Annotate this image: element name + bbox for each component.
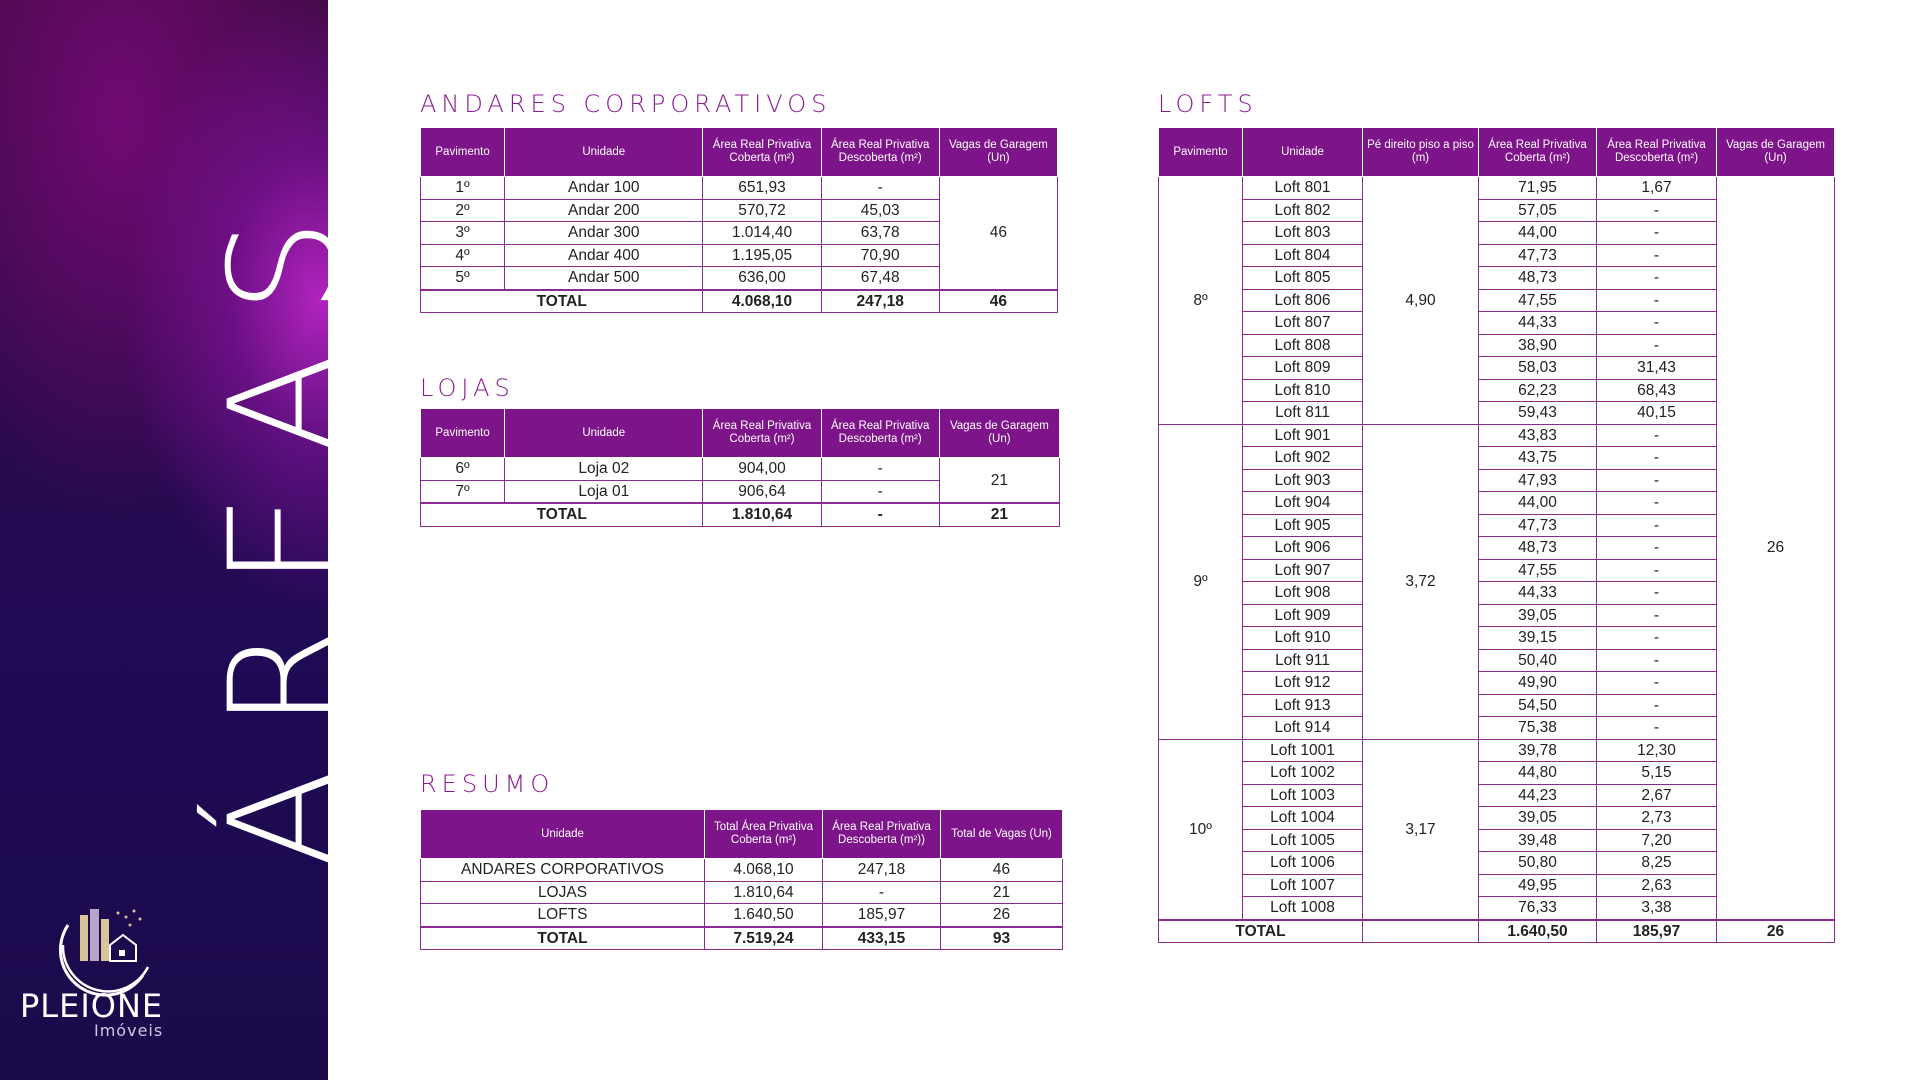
unidade-cell: Loft 1005 xyxy=(1243,829,1363,852)
unidade-cell: Loft 1006 xyxy=(1243,852,1363,875)
coberta-cell: 43,75 xyxy=(1479,447,1597,470)
header-unidade: Unidade xyxy=(505,409,703,458)
descoberta-cell: - xyxy=(1597,267,1717,290)
unidade-cell: Loft 1001 xyxy=(1243,739,1363,762)
pe-direito-cell: 3,72 xyxy=(1363,424,1479,739)
coberta-cell: 904,00 xyxy=(703,458,821,481)
coberta-cell: 47,73 xyxy=(1479,244,1597,267)
unidade-cell: LOJAS xyxy=(421,881,705,904)
lofts-header-row xyxy=(1159,128,1835,177)
descoberta-cell: - xyxy=(1597,289,1717,312)
vagas-cell: 46 xyxy=(941,859,1063,882)
total-descoberta: 433,15 xyxy=(823,927,941,950)
pavimento-cell: 10º xyxy=(1159,739,1243,920)
vagas-cell: 46 xyxy=(939,177,1057,290)
descoberta-cell: - xyxy=(1597,469,1717,492)
unidade-cell: Loft 1007 xyxy=(1243,874,1363,897)
descoberta-cell: 247,18 xyxy=(823,859,941,882)
coberta-cell: 1.640,50 xyxy=(705,904,823,927)
pe-direito-cell: 3,17 xyxy=(1363,739,1479,920)
table-row xyxy=(421,177,1058,200)
unidade-cell: Loft 903 xyxy=(1243,469,1363,492)
pavimento-cell: 3º xyxy=(421,222,505,245)
header-pe-direito: Pé direito piso a piso (m) xyxy=(1363,128,1479,177)
unidade-cell: Loft 806 xyxy=(1243,289,1363,312)
coberta-cell: 651,93 xyxy=(703,177,821,200)
pavimento-cell: 1º xyxy=(421,177,505,200)
total-row xyxy=(421,290,1058,313)
descoberta-cell: 1,67 xyxy=(1597,177,1717,200)
unidade-cell: Loft 911 xyxy=(1243,649,1363,672)
header-pavimento: Pavimento xyxy=(421,409,505,458)
logo-name: PLEIONE xyxy=(20,987,164,1025)
unidade-cell: Loft 907 xyxy=(1243,559,1363,582)
header-area-coberta: Área Real Privativa Coberta (m²) xyxy=(703,128,821,177)
header-area-descoberta: Área Real Privativa Descoberta (m²) xyxy=(821,128,939,177)
descoberta-cell: - xyxy=(1597,222,1717,245)
lofts-title: LOFTS xyxy=(1158,90,1258,118)
coberta-cell: 39,48 xyxy=(1479,829,1597,852)
table-row xyxy=(421,881,1063,904)
page-title: ÁREAS xyxy=(198,180,372,870)
descoberta-cell: - xyxy=(1597,199,1717,222)
descoberta-cell: - xyxy=(1597,604,1717,627)
unidade-cell: Andar 300 xyxy=(505,222,703,245)
andares-title: ANDARES CORPORATIVOS xyxy=(420,90,832,118)
coberta-cell: 48,73 xyxy=(1479,267,1597,290)
coberta-cell: 71,95 xyxy=(1479,177,1597,200)
descoberta-cell: 12,30 xyxy=(1597,739,1717,762)
coberta-cell: 54,50 xyxy=(1479,694,1597,717)
header-vagas: Vagas de Garagem (Un) xyxy=(939,409,1059,458)
coberta-cell: 38,90 xyxy=(1479,334,1597,357)
header-vagas: Vagas de Garagem (Un) xyxy=(1717,128,1835,177)
vagas-cell: 21 xyxy=(941,881,1063,904)
unidade-cell: Loft 905 xyxy=(1243,514,1363,537)
pavimento-cell: 8º xyxy=(1159,177,1243,425)
table-row xyxy=(421,859,1063,882)
header-vagas: Vagas de Garagem (Un) xyxy=(939,128,1057,177)
unidade-cell: Loft 909 xyxy=(1243,604,1363,627)
descoberta-cell: - xyxy=(1597,447,1717,470)
unidade-cell: Andar 100 xyxy=(505,177,703,200)
descoberta-cell: - xyxy=(1597,312,1717,335)
unidade-cell: Loft 913 xyxy=(1243,694,1363,717)
coberta-cell: 59,43 xyxy=(1479,402,1597,425)
descoberta-cell: - xyxy=(823,881,941,904)
descoberta-cell: - xyxy=(821,177,939,200)
header-total-vagas: Total de Vagas (Un) xyxy=(941,810,1063,859)
total-empty-cell xyxy=(1363,920,1479,943)
unidade-cell: Loft 803 xyxy=(1243,222,1363,245)
descoberta-cell: 185,97 xyxy=(823,904,941,927)
unidade-cell: Loft 802 xyxy=(1243,199,1363,222)
descoberta-cell: 2,67 xyxy=(1597,784,1717,807)
total-vagas: 46 xyxy=(939,290,1057,313)
coberta-cell: 39,05 xyxy=(1479,807,1597,830)
unidade-cell: Loft 808 xyxy=(1243,334,1363,357)
coberta-cell: 44,00 xyxy=(1479,222,1597,245)
unidade-cell: Loft 1003 xyxy=(1243,784,1363,807)
pavimento-cell: 4º xyxy=(421,244,505,267)
coberta-cell: 4.068,10 xyxy=(705,859,823,882)
coberta-cell: 48,73 xyxy=(1479,537,1597,560)
descoberta-cell: 31,43 xyxy=(1597,357,1717,380)
header-pavimento: Pavimento xyxy=(1159,128,1243,177)
coberta-cell: 570,72 xyxy=(703,199,821,222)
unidade-cell: Loft 1004 xyxy=(1243,807,1363,830)
coberta-cell: 1.195,05 xyxy=(703,244,821,267)
header-area-descoberta: Área Real Privativa Descoberta (m²)) xyxy=(823,810,941,859)
lojas-header-row xyxy=(421,409,1060,458)
unidade-cell: Loft 807 xyxy=(1243,312,1363,335)
unidade-cell: Loft 908 xyxy=(1243,582,1363,605)
total-coberta: 1.810,64 xyxy=(703,503,821,526)
coberta-cell: 44,80 xyxy=(1479,762,1597,785)
total-label: TOTAL xyxy=(421,290,703,313)
total-vagas: 93 xyxy=(941,927,1063,950)
header-area-descoberta: Área Real Privativa Descoberta (m²) xyxy=(1597,128,1717,177)
unidade-cell: Loft 901 xyxy=(1243,424,1363,447)
lofts-table xyxy=(1158,127,1835,943)
coberta-cell: 1.810,64 xyxy=(705,881,823,904)
vagas-cell: 21 xyxy=(939,458,1059,504)
table-row xyxy=(421,458,1060,481)
vagas-cell: 26 xyxy=(1717,177,1835,920)
coberta-cell: 75,38 xyxy=(1479,717,1597,740)
descoberta-cell: - xyxy=(1597,694,1717,717)
header-unidade: Unidade xyxy=(505,128,703,177)
descoberta-cell: - xyxy=(1597,334,1717,357)
unidade-cell: Loft 902 xyxy=(1243,447,1363,470)
unidade-cell: Andar 400 xyxy=(505,244,703,267)
total-descoberta: - xyxy=(821,503,939,526)
unidade-cell: Loja 01 xyxy=(505,480,703,503)
coberta-cell: 39,05 xyxy=(1479,604,1597,627)
unidade-cell: Loft 811 xyxy=(1243,402,1363,425)
descoberta-cell: 68,43 xyxy=(1597,379,1717,402)
logo xyxy=(20,905,180,1040)
resumo-table xyxy=(420,809,1063,950)
descoberta-cell: 2,73 xyxy=(1597,807,1717,830)
coberta-cell: 906,64 xyxy=(703,480,821,503)
pavimento-cell: 9º xyxy=(1159,424,1243,739)
coberta-cell: 50,80 xyxy=(1479,852,1597,875)
total-descoberta: 247,18 xyxy=(821,290,939,313)
unidade-cell: Loja 02 xyxy=(505,458,703,481)
coberta-cell: 47,55 xyxy=(1479,559,1597,582)
unidade-cell: Andar 200 xyxy=(505,199,703,222)
unidade-cell: Loft 804 xyxy=(1243,244,1363,267)
total-row xyxy=(1159,920,1835,943)
descoberta-cell: - xyxy=(1597,582,1717,605)
andares-table xyxy=(420,127,1058,313)
coberta-cell: 39,15 xyxy=(1479,627,1597,650)
descoberta-cell: 7,20 xyxy=(1597,829,1717,852)
andares-header-row xyxy=(421,128,1058,177)
descoberta-cell: - xyxy=(1597,514,1717,537)
total-label: TOTAL xyxy=(421,503,703,526)
coberta-cell: 62,23 xyxy=(1479,379,1597,402)
descoberta-cell: 45,03 xyxy=(821,199,939,222)
unidade-cell: Loft 809 xyxy=(1243,357,1363,380)
descoberta-cell: - xyxy=(1597,424,1717,447)
coberta-cell: 47,93 xyxy=(1479,469,1597,492)
lojas-title: LOJAS xyxy=(420,374,515,402)
resumo-header-row xyxy=(421,810,1063,859)
descoberta-cell: - xyxy=(1597,492,1717,515)
descoberta-cell: - xyxy=(1597,627,1717,650)
header-area-coberta: Área Real Privativa Coberta (m²) xyxy=(703,409,821,458)
pavimento-cell: 7º xyxy=(421,480,505,503)
total-vagas: 21 xyxy=(939,503,1059,526)
total-coberta: 1.640,50 xyxy=(1479,920,1597,943)
descoberta-cell: 8,25 xyxy=(1597,852,1717,875)
unidade-cell: Loft 914 xyxy=(1243,717,1363,740)
coberta-cell: 47,73 xyxy=(1479,514,1597,537)
vagas-cell: 26 xyxy=(941,904,1063,927)
unidade-cell: Loft 904 xyxy=(1243,492,1363,515)
header-pavimento: Pavimento xyxy=(421,128,505,177)
coberta-cell: 58,03 xyxy=(1479,357,1597,380)
header-unidade: Unidade xyxy=(421,810,705,859)
coberta-cell: 49,90 xyxy=(1479,672,1597,695)
descoberta-cell: 63,78 xyxy=(821,222,939,245)
total-label: TOTAL xyxy=(1159,920,1363,943)
total-coberta: 4.068,10 xyxy=(703,290,821,313)
table-row xyxy=(1159,177,1835,200)
unidade-cell: LOFTS xyxy=(421,904,705,927)
descoberta-cell: 2,63 xyxy=(1597,874,1717,897)
total-row xyxy=(421,927,1063,950)
descoberta-cell: - xyxy=(1597,649,1717,672)
header-unidade: Unidade xyxy=(1243,128,1363,177)
total-vagas: 26 xyxy=(1717,920,1835,943)
resumo-title: RESUMO xyxy=(420,770,555,798)
coberta-cell: 43,83 xyxy=(1479,424,1597,447)
unidade-cell: Loft 912 xyxy=(1243,672,1363,695)
unidade-cell: Andar 500 xyxy=(505,267,703,290)
coberta-cell: 39,78 xyxy=(1479,739,1597,762)
lojas-table xyxy=(420,408,1060,527)
descoberta-cell: - xyxy=(1597,717,1717,740)
coberta-cell: 49,95 xyxy=(1479,874,1597,897)
descoberta-cell: - xyxy=(1597,537,1717,560)
total-descoberta: 185,97 xyxy=(1597,920,1717,943)
pe-direito-cell: 4,90 xyxy=(1363,177,1479,425)
coberta-cell: 44,33 xyxy=(1479,312,1597,335)
coberta-cell: 44,33 xyxy=(1479,582,1597,605)
descoberta-cell: - xyxy=(821,458,939,481)
pavimento-cell: 6º xyxy=(421,458,505,481)
coberta-cell: 636,00 xyxy=(703,267,821,290)
coberta-cell: 44,23 xyxy=(1479,784,1597,807)
header-area-descoberta: Área Real Privativa Descoberta (m²) xyxy=(821,409,939,458)
header-area-coberta: Área Real Privativa Coberta (m²) xyxy=(1479,128,1597,177)
descoberta-cell: 3,38 xyxy=(1597,897,1717,920)
unidade-cell: ANDARES CORPORATIVOS xyxy=(421,859,705,882)
logo-subtitle: Imóveis xyxy=(94,1021,164,1040)
table-row xyxy=(421,904,1063,927)
coberta-cell: 76,33 xyxy=(1479,897,1597,920)
coberta-cell: 57,05 xyxy=(1479,199,1597,222)
descoberta-cell: 5,15 xyxy=(1597,762,1717,785)
unidade-cell: Loft 1008 xyxy=(1243,897,1363,920)
pavimento-cell: 5º xyxy=(421,267,505,290)
descoberta-cell: 40,15 xyxy=(1597,402,1717,425)
unidade-cell: Loft 910 xyxy=(1243,627,1363,650)
sidebar xyxy=(0,0,372,1080)
coberta-cell: 47,55 xyxy=(1479,289,1597,312)
unidade-cell: Loft 1002 xyxy=(1243,762,1363,785)
unidade-cell: Loft 801 xyxy=(1243,177,1363,200)
unidade-cell: Loft 810 xyxy=(1243,379,1363,402)
coberta-cell: 50,40 xyxy=(1479,649,1597,672)
descoberta-cell: - xyxy=(821,480,939,503)
pavimento-cell: 2º xyxy=(421,199,505,222)
total-coberta: 7.519,24 xyxy=(705,927,823,950)
total-label: TOTAL xyxy=(421,927,705,950)
unidade-cell: Loft 906 xyxy=(1243,537,1363,560)
descoberta-cell: - xyxy=(1597,672,1717,695)
unidade-cell: Loft 805 xyxy=(1243,267,1363,290)
coberta-cell: 1.014,40 xyxy=(703,222,821,245)
coberta-cell: 44,00 xyxy=(1479,492,1597,515)
lofts-body xyxy=(1159,177,1835,943)
header-total-coberta: Total Área Privativa Coberta (m²) xyxy=(705,810,823,859)
total-row xyxy=(421,503,1060,526)
descoberta-cell: 70,90 xyxy=(821,244,939,267)
descoberta-cell: - xyxy=(1597,559,1717,582)
building-logo-icon xyxy=(48,905,158,985)
descoberta-cell: 67,48 xyxy=(821,267,939,290)
descoberta-cell: - xyxy=(1597,244,1717,267)
